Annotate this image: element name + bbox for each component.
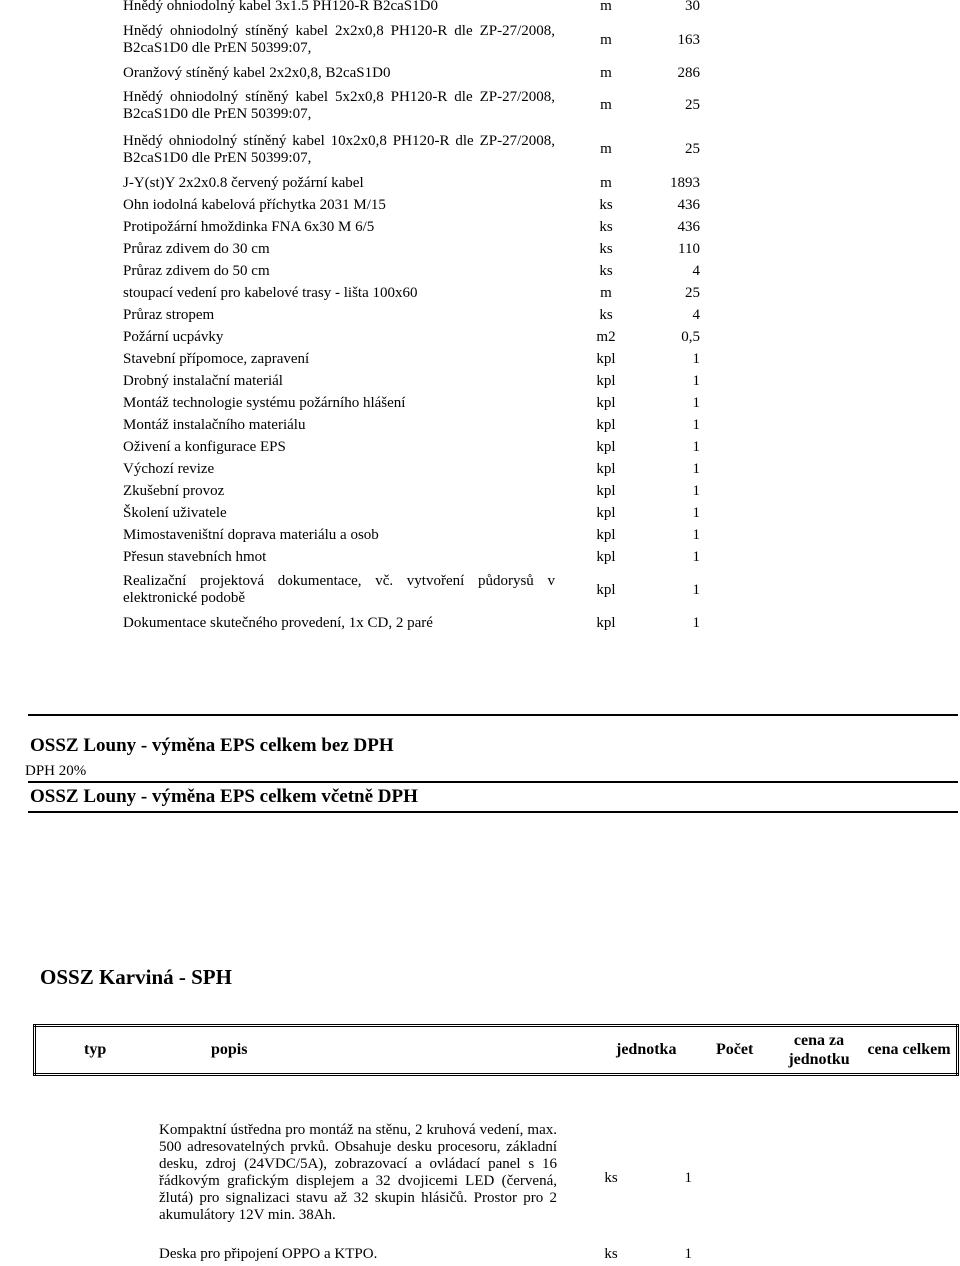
item-desc: Deska pro připojení OPPO a KTPO. bbox=[159, 1246, 378, 1262]
item-qty: 1 bbox=[684, 1170, 692, 1186]
col-cena-celkem: cena celkem bbox=[867, 1041, 951, 1058]
item-desc: Zkušební provoz bbox=[123, 483, 225, 499]
item-qty: 1 bbox=[692, 395, 700, 411]
item-desc: Výchozí revize bbox=[123, 461, 215, 477]
total-with-vat: OSSZ Louny - výměna EPS celkem včetně DPH bbox=[30, 786, 418, 807]
item-qty: 1 bbox=[692, 417, 700, 433]
item-qty: 1 bbox=[692, 483, 700, 499]
item-qty: 0,5 bbox=[681, 329, 700, 345]
col-jednotka: jednotka bbox=[616, 1041, 677, 1058]
item-desc: Drobný instalační materiál bbox=[123, 373, 283, 389]
item-qty: 25 bbox=[685, 285, 700, 301]
col-cena-za-line1: cena za bbox=[793, 1032, 845, 1049]
item-qty: 25 bbox=[685, 97, 700, 113]
item-unit: kpl bbox=[596, 395, 616, 411]
section-title: OSSZ Karviná - SPH bbox=[40, 965, 232, 989]
item-unit: kpl bbox=[596, 582, 616, 598]
item-qty: 436 bbox=[677, 197, 700, 213]
item-unit: m bbox=[600, 0, 612, 14]
item-unit: ks bbox=[599, 219, 613, 235]
item-desc: Realizační projektová dokumentace, vč. vytvoření půdorysů v elektronické podobě bbox=[123, 573, 555, 606]
item-desc: Požární ucpávky bbox=[123, 329, 224, 345]
item-desc: Hnědý ohniodolný stíněný kabel 5x2x0,8 PH120-R dle ZP-27/2008, B2caS1D0 dle PrEN 50399:07, bbox=[123, 89, 555, 122]
item-qty: 1 bbox=[692, 527, 700, 543]
item-unit: m2 bbox=[596, 329, 616, 345]
item-qty: 1 bbox=[692, 373, 700, 389]
item-qty: 25 bbox=[685, 141, 700, 157]
item-desc: Hnědý ohniodolný stíněný kabel 2x2x0,8 PH120-R dle ZP-27/2008, B2caS1D0 dle PrEN 50399:07, bbox=[123, 23, 555, 56]
item-qty: 1 bbox=[692, 549, 700, 565]
col-pocet: Počet bbox=[716, 1041, 754, 1058]
item-unit: m bbox=[600, 175, 612, 191]
item-unit: kpl bbox=[596, 351, 616, 367]
item-desc: Průraz stropem bbox=[123, 307, 215, 323]
divider bbox=[28, 781, 958, 783]
total-without-vat: OSSZ Louny - výměna EPS celkem bez DPH bbox=[30, 735, 394, 756]
item-qty: 4 bbox=[692, 263, 700, 279]
item-desc: Stavební přípomoce, zapravení bbox=[123, 351, 310, 367]
item-unit: ks bbox=[599, 241, 613, 257]
table-header bbox=[33, 1024, 959, 1076]
item-desc: Ohn iodolná kabelová příchytka 2031 M/15 bbox=[123, 197, 386, 213]
item-unit: kpl bbox=[596, 615, 616, 631]
item-qty: 286 bbox=[677, 65, 700, 81]
item-desc: Oranžový stíněný kabel 2x2x0,8, B2caS1D0 bbox=[123, 65, 391, 81]
item-qty: 1 bbox=[692, 505, 700, 521]
item-unit: ks bbox=[599, 307, 613, 323]
item-unit: m bbox=[600, 141, 612, 157]
item-desc: Montáž instalačního materiálu bbox=[123, 417, 306, 433]
divider bbox=[28, 811, 958, 813]
item-qty: 163 bbox=[677, 32, 700, 48]
item-qty: 4 bbox=[692, 307, 700, 323]
item-qty: 1893 bbox=[670, 175, 700, 191]
item-qty: 30 bbox=[685, 0, 700, 14]
item-desc: Mimostaveništní doprava materiálu a osob bbox=[123, 527, 379, 543]
item-desc: Dokumentace skutečného provedení, 1x CD, 2 paré bbox=[123, 615, 433, 631]
item-qty: 1 bbox=[692, 615, 700, 631]
item-unit: kpl bbox=[596, 439, 616, 455]
item-qty: 1 bbox=[692, 439, 700, 455]
col-typ: typ bbox=[84, 1041, 107, 1058]
vat-label: DPH 20% bbox=[25, 763, 87, 779]
col-cena-za-line2: jednotku bbox=[788, 1051, 850, 1068]
item-unit: m bbox=[600, 97, 612, 113]
item-qty: 1 bbox=[692, 461, 700, 477]
item-qty: 1 bbox=[684, 1246, 692, 1262]
item-desc: Hnědý ohniodolný kabel 3x1.5 PH120-R B2caS1D0 bbox=[123, 0, 438, 14]
item-qty: 110 bbox=[678, 241, 700, 257]
item-unit: kpl bbox=[596, 373, 616, 389]
item-desc: Montáž technologie systému požárního hlášení bbox=[123, 395, 406, 411]
col-popis: popis bbox=[211, 1041, 248, 1058]
item-desc: Průraz zdivem do 50 cm bbox=[123, 263, 270, 279]
item-unit: kpl bbox=[596, 527, 616, 543]
item-unit: m bbox=[600, 65, 612, 81]
item-unit: kpl bbox=[596, 461, 616, 477]
item-desc: Průraz zdivem do 30 cm bbox=[123, 241, 270, 257]
item-unit: m bbox=[600, 285, 612, 301]
item-unit: ks bbox=[599, 263, 613, 279]
item-qty: 436 bbox=[677, 219, 700, 235]
item-desc: Hnědý ohniodolný stíněný kabel 10x2x0,8 PH120-R dle ZP-27/2008, B2caS1D0 dle PrEN 50399:07, bbox=[123, 133, 555, 166]
item-desc: Kompaktní ústředna pro montáž na stěnu, 2 kruhová vedení, max. 500 adresovatelných prvků. Obsahuje desku procesoru, základní desku, zdroj (24VDC/5A), zobrazovací a ovládací panel s 16 řádkovým grafickým displejem a 32 dvojicemi LED (červená, žlutá) pro signalizaci stavu až 32 skupin hlásičů. Prostor pro 2 akumulátory 12V min. 38Ah. bbox=[159, 1122, 557, 1223]
item-unit: kpl bbox=[596, 549, 616, 565]
item-desc: Přesun stavebních hmot bbox=[123, 549, 267, 565]
item-desc: Protipožární hmoždinka FNA 6x30 M 6/5 bbox=[123, 219, 375, 235]
col-cena-za-jednotku bbox=[776, 1026, 862, 1075]
item-unit: ks bbox=[599, 197, 613, 213]
item-unit: ks bbox=[604, 1170, 618, 1186]
item-unit: ks bbox=[604, 1246, 618, 1262]
divider bbox=[28, 714, 958, 716]
item-desc: Oživení a konfigurace EPS bbox=[123, 439, 286, 455]
item-qty: 1 bbox=[692, 582, 700, 598]
item-desc: stoupací vedení pro kabelové trasy - lišta 100x60 bbox=[123, 285, 418, 301]
item-qty: 1 bbox=[692, 351, 700, 367]
item-desc: J-Y(st)Y 2x2x0.8 červený požární kabel bbox=[123, 175, 364, 191]
item-unit: kpl bbox=[596, 483, 616, 499]
item-unit: kpl bbox=[596, 505, 616, 521]
item-unit: kpl bbox=[596, 417, 616, 433]
item-unit: m bbox=[600, 32, 612, 48]
item-desc: Školení uživatele bbox=[123, 505, 227, 521]
